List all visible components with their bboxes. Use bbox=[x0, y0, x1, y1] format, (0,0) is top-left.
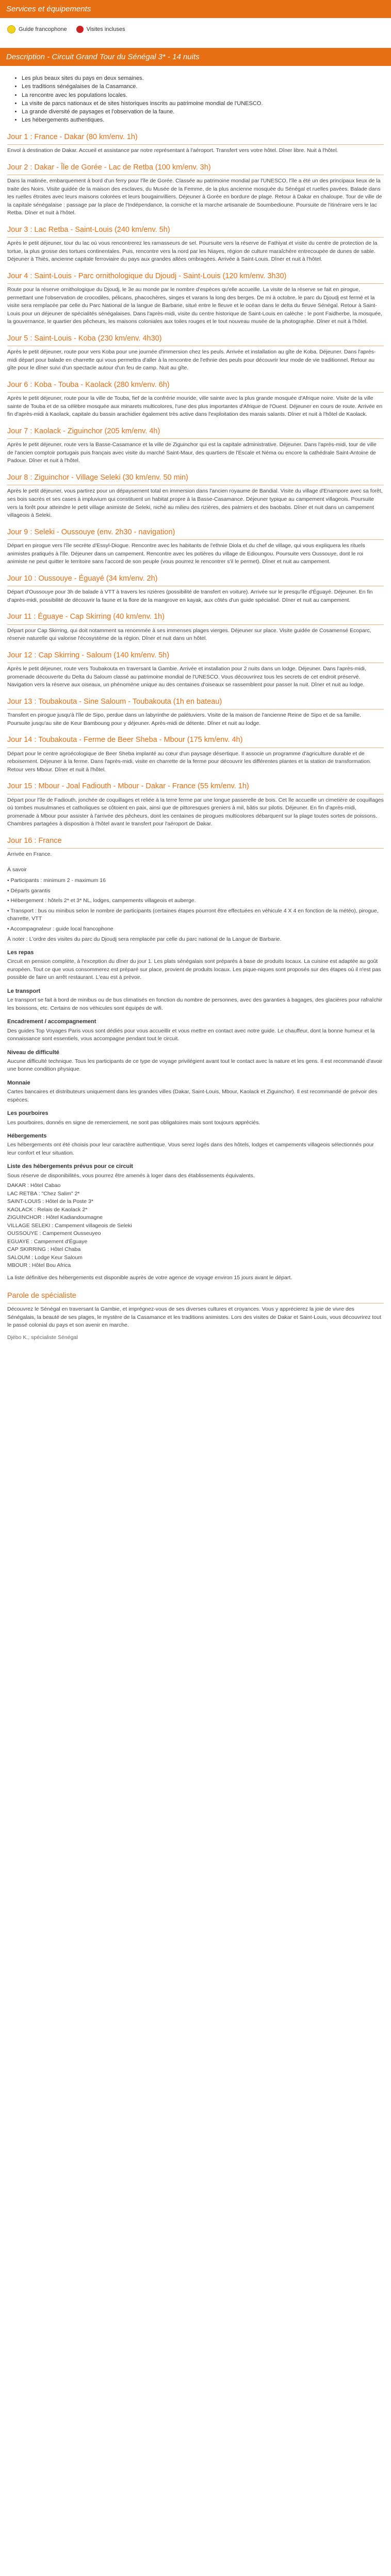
visit-icon bbox=[76, 26, 84, 33]
list-item: • La visite de parcs nationaux et de sites historiques inscrits au patrimoine mondial de l'UNESCO. bbox=[22, 99, 384, 108]
closing-note: La liste définitive des hébergements est disponible auprès de votre agence de voyage environ 15 jours avant le départ. bbox=[7, 1275, 292, 1281]
day-text: Envol à destination de Dakar. Accueil et assistance par notre représentant à l'aéroport. Transfert vers votre hôtel. Dîner libre. Nuit à l'hôtel. bbox=[7, 147, 338, 154]
service-guide-label: Guide francophone bbox=[19, 26, 67, 32]
hotel-list bbox=[7, 1182, 384, 1270]
day-title: Jour 1 : France - Dakar (80 km/env. 1h) bbox=[7, 132, 384, 145]
section-title: Niveau de difficulté bbox=[7, 1049, 59, 1056]
includes-list bbox=[7, 74, 384, 125]
note-line: • Transport : bus ou minibus selon le nombre de participants (certaines étapes pourront être effectuées en véhicule 4 X 4 en fonction de la météo), pirogue, charrette, VTT bbox=[7, 907, 379, 922]
day-text: Dans la matinée, embarquement à bord d'un ferry pour l'île de Gorée. Classée au patrimoine mondial par l'UNESCO, l'île a été un des principaux lieux de la traite des Noirs. Visite guidée de la maison des esclaves, du Musée de la Femme, de la plus ancienne mosquée du Sénégal et ruelles pavées. Balade dans les ruelles étroites avec leurs maisons colorées et leurs bougainvilliers. Déjeuner à Gorée en bordure de plage. Retour à Dakar en chaloupe. Tour de ville de la capitale sénégalaise : passage par la place de l'Indépendance, la corniche et la marche artisanale de Soumbedioune. Poursuite de l'itinéraire vers le lac Retba. Dîner et nuit à l'hôtel. bbox=[7, 178, 382, 216]
list-item: ZIGUINCHOR : Hôtel Kadiandoumagne bbox=[7, 1214, 103, 1221]
description-header bbox=[0, 48, 391, 66]
section-title: Liste des hébergements prévus pour ce circuit bbox=[7, 1163, 133, 1170]
list-item: DAKAR : Hôtel Cabao bbox=[7, 1182, 61, 1189]
list-item: OUSSOUYE : Campement Ousseuyeo bbox=[7, 1230, 101, 1237]
parole-title: Parole de spécialiste bbox=[7, 1291, 384, 1303]
day-title: Jour 13 : Toubakouta - Sine Saloum - Toubakouta (1h en bateau) bbox=[7, 697, 384, 709]
day-title: Jour 12 : Cap Skirring - Saloum (140 km/env. 5h) bbox=[7, 650, 384, 663]
content bbox=[0, 66, 391, 1342]
section-text: Des guides Top Voyages Paris vous sont dédiés pour vous accueillir et vous mettre en contact avec notre guide. Le chauffeur, dont la bonne humeur et la connaissance sont essentiels, vous accompagne pendant tout le circuit. bbox=[7, 1027, 375, 1042]
day-title: Jour 16 : France bbox=[7, 836, 384, 849]
service-visits bbox=[76, 26, 125, 33]
day-title: Jour 9 : Seleki - Oussouye (env. 2h30 - navigation) bbox=[7, 527, 384, 540]
day-text: Départ pour le centre agroécologique de Beer Sheba implanté au cœur d'un paysage désertique. Il associe un programme d'agriculture durable et de reboisement. Déjeuner à la ferme. Dans l'après-midi, visite en charrette de la ferme pour découvrir les différentes plantes et la station de transformation. Retour vers Mbour. Dîner et nuit à l'hôtel. bbox=[7, 750, 371, 773]
day-title: Jour 5 : Saint-Louis - Koba (230 km/env. 4h30) bbox=[7, 333, 384, 346]
order-note: À noter : L'ordre des visites du parc du Djoudj sera remplacée par celle du parc national de la Langue de Barbarie. bbox=[7, 936, 282, 942]
day-title: Jour 4 : Saint-Louis - Parc ornithologique du Djoudj - Saint-Louis (120 km/env. 3h30) bbox=[7, 271, 384, 284]
note-line: • Participants : minimum 2 - maximum 16 bbox=[7, 877, 106, 884]
list-item: VILLAGE SELEKI : Campement villageois de Seleki bbox=[7, 1222, 132, 1229]
section-title: Encadrement / accompagnement bbox=[7, 1019, 96, 1025]
section-text: Les hébergements ont été choisis pour leur caractère authentique. Vous serez logés dans des hôtels, lodges et campements villageois sélectionnés pour leur confort et leur situation. bbox=[7, 1142, 374, 1156]
itinerary bbox=[7, 132, 384, 859]
list-item: CAP SKIRRING : Hôtel Chaba bbox=[7, 1246, 81, 1253]
section-title: Les pourboires bbox=[7, 1110, 48, 1117]
notes-heading: À savoir bbox=[7, 866, 27, 873]
day-title: Jour 2 : Dakar - Île de Gorée - Lac de Retba (100 km/env. 3h) bbox=[7, 162, 384, 175]
day-title: Jour 3 : Lac Retba - Saint-Louis (240 km/env. 5h) bbox=[7, 225, 384, 238]
list-item: • Les traditions sénégalaises de la Casamance. bbox=[22, 82, 384, 91]
day-text: Après le petit déjeuner, route vers la Basse-Casamance et la ville de Ziguinchor qui est la capitale administrative. Déjeuner. Dans l'après-midi, tour de ville de l'ancien comptoir portugais puis français avec visite du marché Saint-Maur, des quartiers de l'Escale et Néma ou encore la cathédrale Saint-Antoine de Padoue. Dîner et nuit à l'hôtel. bbox=[7, 442, 377, 464]
day-title: Jour 11 : Éguaye - Cap Skirring (40 km/env. 1h) bbox=[7, 612, 384, 624]
day-text: Après le petit déjeuner, vous partirez pour un dépaysement total en immersion dans l'ancien royaume de Bandial. Visite du village d'Enampore avec sa forêt, ses bois sacrés et ses cases à impluvium qui constituent un habitat propre à la Basse-Casamance. Déjeuner typique au campement villageois. Poursuite vers la forêt pour atteindre le petit village animiste de Seleki, niché au milieu des rizières, des palmiers et des baobabs. Dîner et nuit dans un campement villageois à Seleki. bbox=[7, 488, 383, 519]
note-line: • Départs garantis bbox=[7, 887, 51, 894]
notes bbox=[7, 866, 384, 1282]
day-title: Jour 8 : Ziguinchor - Village Seleki (30 km/env. 50 min) bbox=[7, 472, 384, 485]
list-item: • La rencontre avec les populations locales. bbox=[22, 91, 384, 99]
description-title: Description - Circuit Grand Tour du Sénégal 3* - 14 nuits bbox=[6, 53, 200, 61]
day-text: Après le petit déjeuner, tour du lac où vous rencontrerez les ramasseurs de sel. Poursuite vers la réserve de Fathiyat et visite du centre de protection de la tortue, la plus grosse des tortues continentales. Puis, rencontre vers la nord par les Niayes, région de culture maraîchère entrecoupée de dunes de sable. Déjeuner à Thiès, ancienne capitale ferroviaire du pays aux grandes allées ombragées. Arrivée à Saint-Louis. Dîner et nuit à l'hôtel. bbox=[7, 240, 378, 263]
day-title: Jour 7 : Kaolack - Ziguinchor (205 km/env. 4h) bbox=[7, 426, 384, 439]
section-title: Les repas bbox=[7, 950, 34, 956]
day-text: Départ pour Cap Skirring, qui doit notamment sa renommée à ses immenses plages vierges. Déjeuner sur place. Visite guidée de Cosamensé Ecoparc, réserve naturelle qui valorise l'écosystème de la région. Dîner et nuit dans un hôtel. bbox=[7, 627, 371, 642]
list-item: KAOLACK : Relais de Kaolack 2* bbox=[7, 1206, 88, 1213]
list-item: • Les hébergements authentiques. bbox=[22, 116, 384, 124]
section-text: Les pourboires, donnés en signe de remerciement, ne sont pas obligatoires mais sont toujours appréciés. bbox=[7, 1119, 260, 1126]
list-item: LAC RETBA : "Chez Salim" 2* bbox=[7, 1190, 80, 1197]
section-text: Circuit en pension complète, à l'exception du dîner du jour 1. Les plats sénégalais sont préparés à base de produits locaux. La cuisine est adaptée au goût européen. Tout ce que vous consommerez est préparé sur place, provient de produits locaux. Les pique-niques sont proposés sur des étapes où il n'est pas possible de faire un arrêt restaurant. L'eau est à prévoir. bbox=[7, 958, 381, 981]
note-line: • Hébergement : hôtels 2* et 3* NL, lodges, campements villageois et auberge. bbox=[7, 897, 196, 904]
section-title: Le transport bbox=[7, 988, 41, 994]
day-text: Route pour la réserve ornithologique du Djoudj, le 3e au monde par le nombre d'espèces qu'elle accueille. La visite de la réserve se fait en pirogue, permettant une l'observation de crocodiles, pélicans, phacochères, singes et varans la long des berges. De mi à octobre, le parc du Djoudj est fermé et la visite sera remplacée par celle du Parc National de la langue de Barbarie, situé entre le fleuve et le océan dans le delta du fleuve Sénégal. Retour à Saint-Louis pour un déjeuner de spécialités sénégalaises. Dans l'après-midi, visite du centre historique de Saint-Louis en calèche : le pont Faidherbe, la mosquée, la gouvernance, le quartier des pêcheurs, les maisons coloniales aux toiles rouges et le tout nouveau musée de la photographie. Dîner et nuit à l'hôtel. bbox=[7, 286, 382, 325]
section-title: Hébergements bbox=[7, 1133, 47, 1140]
list-item: SAINT-LOUIS : Hôtel de la Poste 3* bbox=[7, 1198, 93, 1205]
list-item: • La grande diversité de paysages et l'observation de la faune. bbox=[22, 108, 384, 116]
day-text: Départ d'Oussouye pour 3h de balade à VTT à travers les rizières (possibilité de transfert en voiture). Arrivée sur le presqu'île d'Éguayé. Déjeuner. En fin d'après-midi, possibilité de découvrir la faune et la flore de la mangrove en kayak, aux côtés d'un guide spécialisé. Dîner et nuit au campement. bbox=[7, 589, 373, 603]
section-text: Cartes bancaires et distributeurs uniquement dans les grandes villes (Dakar, Saint-Louis, Mbour, Kaolack et Ziguinchor). Il est recommandé de prévoir des espèces. bbox=[7, 1089, 378, 1103]
section-text: Le transport se fait à bord de minibus ou de bus climatisés en fonction du nombre de personnes, avec des garanties à bagages, des glacières pour rafraîchir les boissons, etc. Certains de nos véhicules sont équipés de wifi. bbox=[7, 997, 383, 1011]
services-title: Services et équipements bbox=[6, 5, 91, 13]
day-text: Après le petit déjeuner, route vers Toubakouta en traversant la Gambie. Arrivée et installation pour 2 nuits dans un lodge. Déjeuner. Dans l'après-midi, promenade découverte du Delta du Saloum classé au patrimoine mondial de l'UNESCO. Vous découvrirez tous les secrets de cet endroit préservé. Navigation vers la réserve aux oiseaux, un phénomène unique au des centaines d'oiseaux se rassemblent pour passer la nuit. Dîner et nuit au lodge. bbox=[7, 666, 366, 688]
day-text: Transfert en pirogue jusqu'à l'île de Sipo, perdue dans un labyrinthe de palétuviers. Visite de la maison de l'ancienne Reine de Sipo et de sa famille. Poursuite jusqu'au site de Keur Bamboung pour y déjeuner. Après-midi de détente. Dîner et nuit au lodge. bbox=[7, 712, 362, 726]
services-header bbox=[0, 0, 391, 18]
day-title: Jour 14 : Toubakouta - Ferme de Beer Sheba - Mbour (175 km/env. 4h) bbox=[7, 735, 384, 748]
day-text: Départ pour l'île de Fadiouth, jonchée de coquillages et reliée à la terre ferme par une longue passerelle de bois. Cet île accueille un cimetière de coquillages où tombes musulmanes et catholiques se côtoient en paix, ainsi que de pittoresques greniers à mil, bâtis sur pilotis. Déjeuner. En fin d'après-midi, promenade à Mbour pour assister à l'arrivée des pêcheurs, dont les centaines de pirogues multicolores débarquent sur la plage toutes sortes de poissons. Chambres partagées à disposition à l'hôtel avant le transfert pour l'aéroport de Dakar. bbox=[7, 796, 384, 827]
list-item: • Les plus beaux sites du pays en deux semaines. bbox=[22, 74, 384, 82]
parole-author: Djébo K., spécialiste Sénégal bbox=[7, 1334, 78, 1341]
day-text: Arrivée en France. bbox=[7, 851, 52, 858]
day-title: Jour 15 : Mbour - Joal Fadiouth - Mbour - Dakar - France (55 km/env. 1h) bbox=[7, 781, 384, 794]
section-text: Aucune difficulté technique. Tous les participants de ce type de voyage privilégient avant tout le contact avec la nature et les gens. Il est recommandé d'avoir une bonne condition physique. bbox=[7, 1058, 383, 1073]
french-flag-icon bbox=[7, 25, 15, 33]
day-text: Départ en pirogue vers l'île secrète d'Essyl-Diogue. Rencontre avec les habitants de l'ethnie Diola et du chef de village, qui vous expliquera les rituels animistes pratiqués à l'île. Déjeuner dans un campement. Rencontre avec les potières du village de Edioungou. Poursuite vers Oussouye, dont le roi animiste ne peut quitter le territoire sans l'accord de son peuple (vous pourrez le rencontrer s'il le permet). Dîner et nuit au campement. bbox=[7, 543, 365, 565]
day-text: Après le petit déjeuner, route pour la ville de Touba, fief de la confrérie mouride, ville sainte avec la plus grande mosquée d'Afrique noire. Visite de la ville sainte de Touba et de sa célèbre mosquée aux minarets multicolores, l'une des plus importantes d'Afrique de l'Ouest. Déjeuner en cours de route. Arrivée en fin d'après-midi à Kaolack, capitale du bassin arachidier également très active dans l'exploitation des marais salants. Dîner et nuit à l'hôtel de Kaolack. bbox=[7, 395, 383, 418]
list-item: MBOUR : Hôtel Bou Africa bbox=[7, 1262, 71, 1269]
day-title: Jour 10 : Oussouye - Éguayé (34 km/env. 2h) bbox=[7, 573, 384, 586]
parole-text: Découvrez le Sénégal en traversant la Gambie, et imprégnez-vous de ses diverses cultures et croyances. Vous y apprécierez la joie de vivre des Sénégalais, la beauté de ses plages, le mystère de la Casamance et les traditions animistes. Lors des visites de Dakar et Saint-Louis, vous découvrirez tout le passé colonial du pays et son avenir en marche. bbox=[7, 1306, 381, 1329]
day-title: Jour 6 : Koba - Touba - Kaolack (280 km/env. 6h) bbox=[7, 380, 384, 393]
note-line: • Accompagnateur : guide local francophone bbox=[7, 926, 113, 932]
services-list bbox=[0, 18, 391, 37]
service-visits-label: Visites incluses bbox=[86, 26, 125, 32]
day-text: Après le petit déjeuner, route pour vers Koba pour une journée d'immersion chez les peuls. Arrivée et installation au gîte de Koba. Déjeuner. Dans l'après-midi départ pour balade en charrette qui vous permettra d'aller à la rencontre de l'ethnie des peuls pour découvrir leur mode de vie traditionnel. Retour au gîte pour le dîner suivi d'un spectacle autour d'un feu de camp. Nuit au gîte. bbox=[7, 349, 376, 371]
section-title: Monnaie bbox=[7, 1079, 30, 1086]
list-item: EGUAYE : Campement d'Éguaye bbox=[7, 1238, 88, 1245]
service-guide bbox=[7, 25, 67, 33]
section-text: Sous réserve de disponibilités, vous pourrez être amenés à loger dans des établissements équivalents. bbox=[7, 1172, 255, 1179]
list-item: SALOUM : Lodge Keur Saloum bbox=[7, 1254, 83, 1261]
